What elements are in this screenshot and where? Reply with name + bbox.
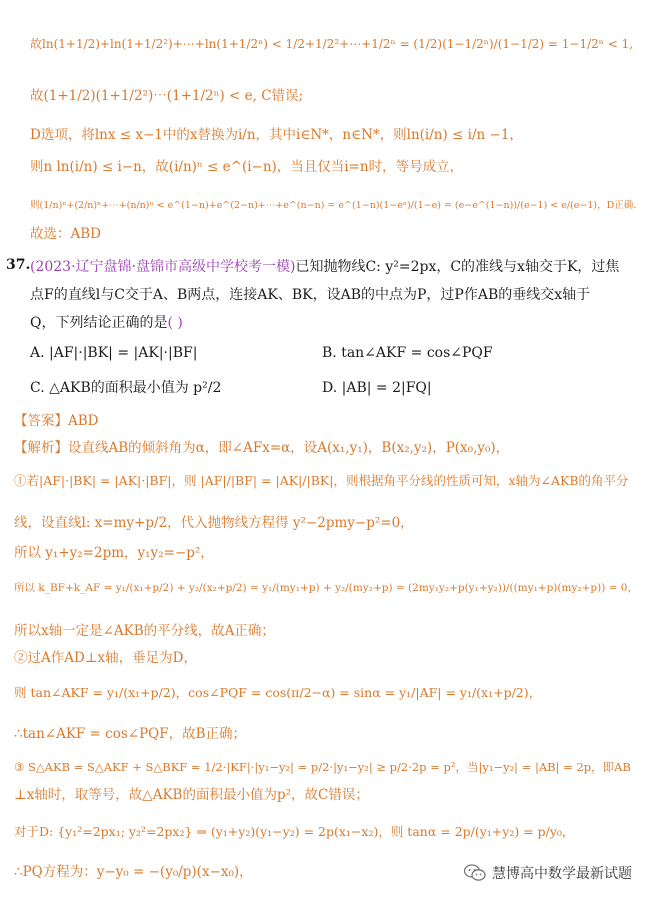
analysis-line-9: ∴tan∠AKF = cos∠PQF，故B正确； [14, 726, 247, 742]
analysis-line-11: ⊥x轴时，取等号，故△AKB的面积最小值为p²，故C错误； [14, 787, 369, 803]
option-d[interactable]: D. |AB| = 2|FQ| [322, 380, 432, 396]
analysis-line-1: 【解析】设直线AB的倾斜角为α，即∠AFx=α，设A(x₁,y₁)，B(x₂,y₂)，P(x₀,y₀)， [14, 440, 510, 456]
question-number: 37. [6, 257, 31, 273]
option-a[interactable]: A. |AF|·|BK| = |AK|·|BF| [30, 345, 198, 361]
question-stem-2: 点F的直线l与C交于A、B两点，连接AK、BK，设AB的中点为P，过P作AB的垂线交x轴于 [30, 287, 591, 303]
line-2: 故(1+1/2)(1+1/2²)⋯(1+1/2ⁿ) < e, C错误; [30, 88, 304, 104]
analysis-line-4: 所以 y₁+y₂=2pm，y₁y₂=−p²， [14, 545, 214, 561]
analysis-line-6: 所以x轴一定是∠AKB的平分线，故A正确； [14, 623, 275, 639]
analysis-line-10: ③ S△AKB = S△AKF + S△BKF = 1/2·|KF|·|y₁−y₂| = p/2·|y₁−y₂| ≥ p/2·2p = p²，当|y₁−y₂| = |AB| = 2p，即AB [14, 760, 631, 774]
analysis-line-7: ②过A作AD⊥x轴，垂足为D， [14, 650, 197, 666]
line-4: 则n ln(i/n) ≤ i−n，故(i/n)ⁿ ≤ e^(i−n)，当且仅当i=n时，等号成立， [30, 159, 464, 175]
question-stem-1: 已知抛物线C: y²=2px，C的准线与x轴交于K，过焦 [295, 259, 620, 275]
watermark [460, 861, 636, 885]
question-line-1 [30, 257, 619, 277]
answer-label: 【答案】ABD [14, 413, 99, 429]
option-c[interactable]: C. △AKB的面积最小值为 p²/2 [30, 380, 222, 396]
analysis-line-12: 对于D: {y₁²=2px₁; y₂²=2px₂} ⇒ (y₁+y₂)(y₁−y₂) = 2p(x₁−x₂)，则 tanα = 2p/(y₁+y₂) = p/y₀， [14, 824, 575, 839]
question-stem-3: Q，下列结论正确的是 [30, 315, 168, 331]
option-b[interactable]: B. tan∠AKF = cos∠PQF [322, 345, 493, 361]
analysis-line-2: ①若|AF|·|BK| = |AK|·|BF|，则 |AF|/|BF| = |AK|/|BK|，则根据角平分线的性质可知，x轴为∠AKB的角平分 [14, 473, 629, 488]
analysis-line-3: 线，设直线l: x=my+p/2，代入抛物线方程得 y²−2pmy−p²=0， [14, 515, 414, 531]
analysis-line-5: 所以 k_BF+k_AF = y₁/(x₁+p/2) + y₂/(x₂+p/2) = y₁/(my₁+p) + y₂/(my₂+p) = (2my₁y₂+p(y₁+y₂))/((my₁+p)(my₂+p)) = 0， [14, 582, 638, 594]
wechat-icon [464, 864, 486, 882]
question-source: (2023·辽宁盘锦·盘锦市高级中学校考一模) [30, 259, 296, 275]
question-line-3 [30, 313, 183, 333]
line-1: 故ln(1+1/2)+ln(1+1/2²)+⋯+ln(1+1/2ⁿ) < 1/2+1/2²+⋯+1/2ⁿ = (1/2)(1−1/2ⁿ)/(1−1/2) = 1−1/2ⁿ < 1, [30, 37, 634, 51]
line-5: 则(1/n)ⁿ+(2/n)ⁿ+⋯+(n/n)ⁿ < e^(1−n)+e^(2−n)+⋯+e^(n−n) = e^(1−n)(1−eⁿ)/(1−e) = (e−e^(1−n))/(e−1) < e/(e−1)，D正确. [30, 200, 637, 211]
analysis-line-8: 则 tan∠AKF = y₁/(x₁+p/2)，cos∠PQF = cos(π/2−α) = sinα = y₁/|AF| = y₁/(x₁+p/2)， [14, 685, 542, 700]
answer-paren: ( ) [167, 315, 183, 331]
analysis-line-13: ∴PQ方程为：y−y₀ = −(y₀/p)(x−x₀)， [14, 864, 253, 880]
watermark-text: 慧博高中数学最新试题 [492, 866, 632, 882]
line-6: 故选：ABD [30, 226, 101, 242]
line-3: D选项，将lnx ≤ x−1中的x替换为i/n，其中i∈N*，n∈N*，则ln(i/n) ≤ i/n −1， [30, 127, 523, 143]
